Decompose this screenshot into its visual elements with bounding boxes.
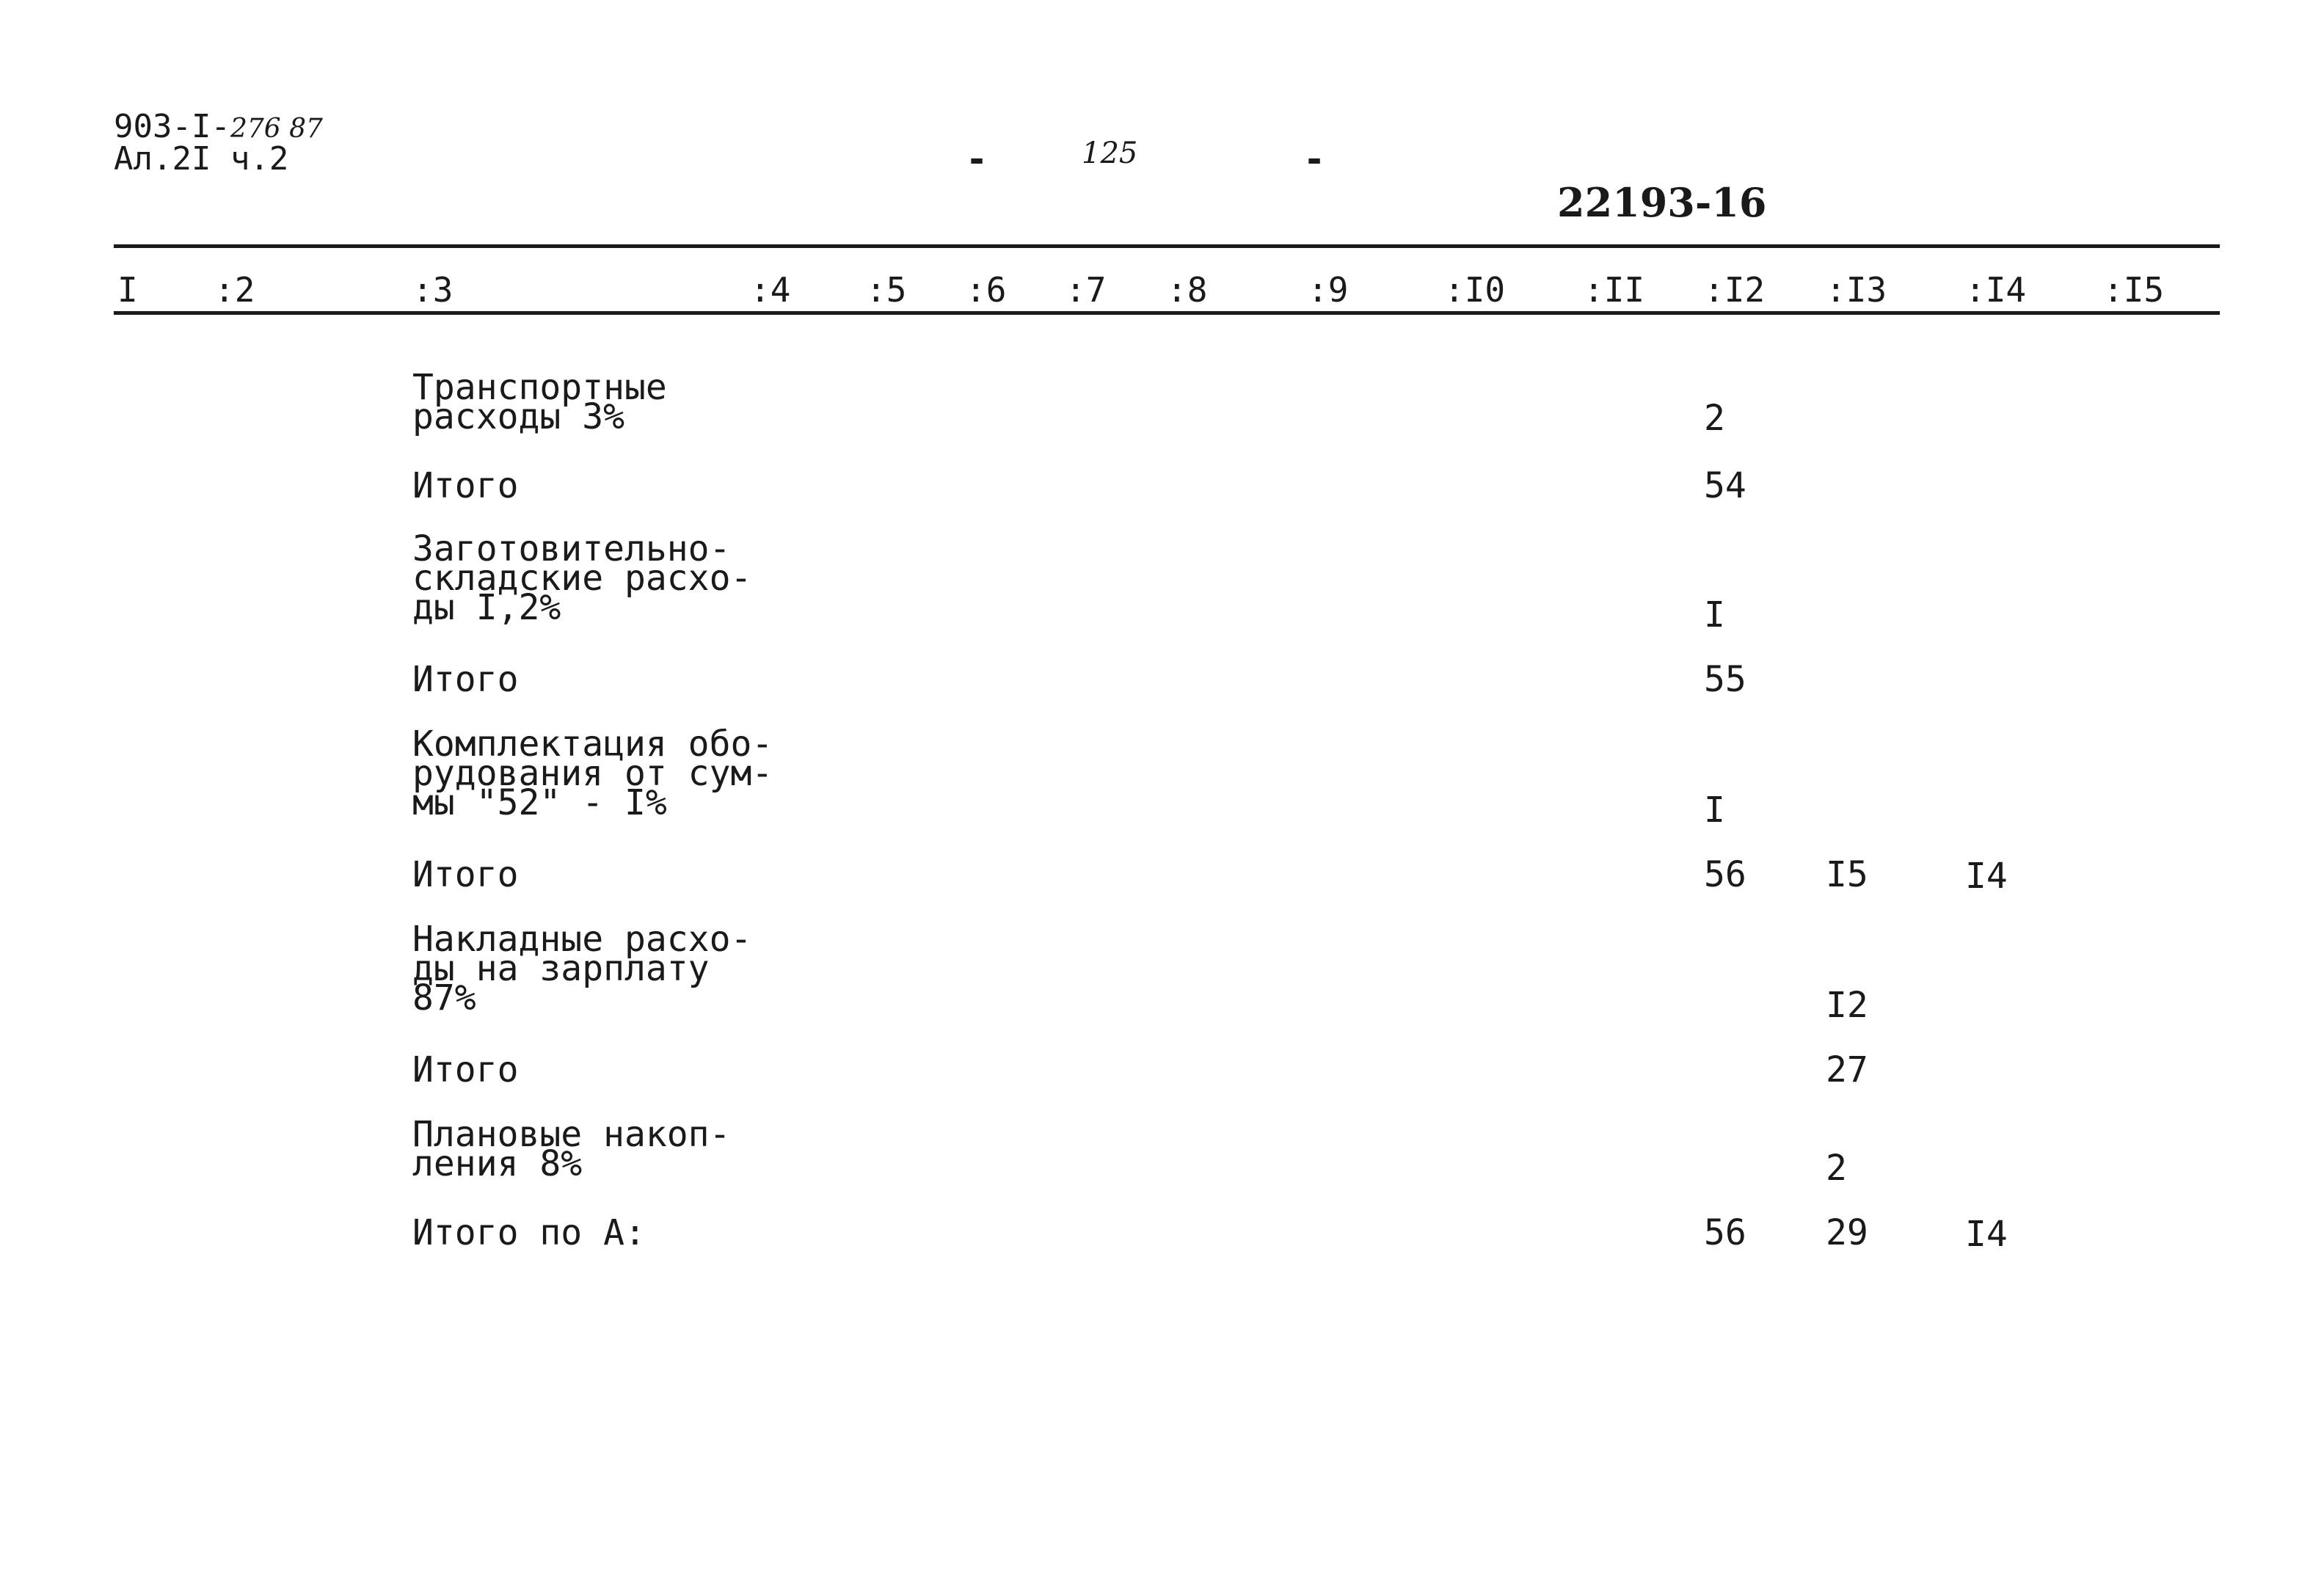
row-value-col12: 54 — [1704, 465, 1746, 506]
column-number: :I4 — [1965, 270, 2027, 310]
column-number: :7 — [1066, 270, 1107, 310]
row-value-col13: I5 — [1826, 854, 1868, 895]
row-label: Накладные расхо- ды на зарплату 87% — [412, 919, 752, 1019]
column-number: :2 — [214, 270, 255, 310]
column-number: :I5 — [2103, 270, 2165, 310]
row-label: Плановые накоп- ления 8% — [412, 1114, 731, 1184]
row-value-col13: I2 — [1826, 985, 1868, 1026]
album-label: Ал.2I ч.2 — [114, 140, 289, 178]
row-label: Итого — [412, 854, 519, 895]
column-number: :I2 — [1704, 270, 1766, 310]
column-number: :8 — [1167, 270, 1208, 310]
row-value-col13: 27 — [1826, 1049, 1868, 1090]
page-dash-right: - — [1303, 138, 1326, 181]
column-number: :II — [1584, 270, 1645, 310]
page-dash-left: - — [966, 138, 988, 181]
row-value-col14: I4 — [1965, 856, 2008, 897]
row-label: Итого по А: — [412, 1212, 646, 1253]
column-number: I — [117, 270, 138, 310]
row-label: Итого — [412, 1049, 519, 1090]
column-number: :6 — [966, 270, 1007, 310]
row-value-col14: I4 — [1965, 1214, 2008, 1255]
row-value-col12: 2 — [1704, 398, 1725, 439]
row-label: Транспортные расходы 3% — [412, 367, 667, 437]
column-number: :5 — [866, 270, 907, 310]
row-label: Заготовительно- складские расхо- ды I,2% — [412, 528, 752, 628]
column-number: :I3 — [1826, 270, 1887, 310]
row-value-col13: 29 — [1826, 1212, 1868, 1253]
row-label: Комплектация обо- рудования от сум- мы "52" - I% — [412, 724, 773, 823]
row-value-col12: I — [1704, 594, 1725, 635]
document-code-printed: 903-I- — [114, 108, 230, 145]
document-code-handwritten: 276 87 — [230, 114, 323, 144]
row-value-col12: 56 — [1704, 1212, 1746, 1253]
row-value-col12: I — [1704, 790, 1725, 831]
column-number: :4 — [750, 270, 791, 310]
row-value-col13: 2 — [1826, 1148, 1847, 1189]
header-bottom-rule — [114, 311, 2220, 315]
header-top-rule — [114, 244, 2220, 248]
row-label: Итого — [412, 659, 519, 700]
page-number: 125 — [1082, 136, 1138, 170]
row-label: Итого — [412, 465, 519, 506]
inventory-number: 22193-16 — [1557, 179, 1767, 226]
column-number: :9 — [1308, 270, 1349, 310]
column-number: :I0 — [1444, 270, 1506, 310]
row-value-col12: 56 — [1704, 854, 1746, 895]
row-value-col12: 55 — [1704, 659, 1746, 700]
column-number: :3 — [412, 270, 453, 310]
